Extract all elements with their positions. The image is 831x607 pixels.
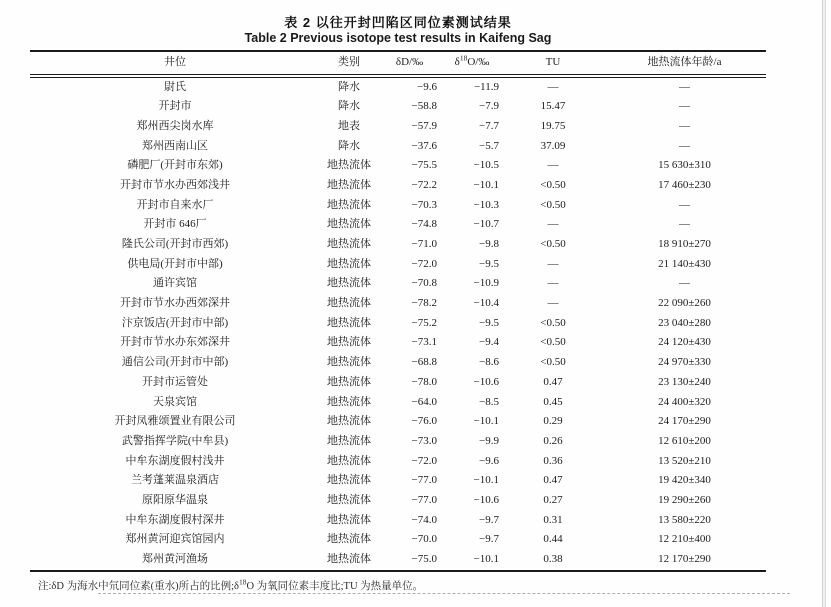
table-row <box>30 314 766 334</box>
cell-dD: −77.0 <box>411 493 437 506</box>
scrollbar-track[interactable] <box>822 0 826 607</box>
cell-age: 17 460±230 <box>658 178 711 191</box>
table-row <box>30 196 766 216</box>
cell-dD: −73.0 <box>411 434 437 447</box>
cell-category: 地热流体 <box>327 178 371 191</box>
cell-dD: −58.8 <box>411 100 437 113</box>
cell-well: 通信公司(开封市中部) <box>121 356 229 369</box>
cell-age: 21 140±430 <box>658 257 711 270</box>
cell-tu: 0.27 <box>543 493 563 506</box>
cell-age: 24 400±320 <box>658 395 711 408</box>
cell-well: 兰考蓬莱温泉酒店 <box>131 474 219 487</box>
cell-d18O: −10.6 <box>473 375 499 388</box>
cell-age: — <box>679 139 690 152</box>
cell-tu: — <box>547 218 559 231</box>
cell-well: 通许宾馆 <box>153 277 197 290</box>
table-bottom-rule <box>30 570 766 572</box>
cell-category: 降水 <box>338 80 360 93</box>
table-row <box>30 78 766 98</box>
table-row <box>30 353 766 373</box>
cell-dD: −72.0 <box>411 454 437 467</box>
cell-well: 郑州黄河迎宾馆园内 <box>125 533 225 546</box>
cell-category: 地热流体 <box>327 159 371 172</box>
cell-well: 开封市节水办西郊深井 <box>120 297 230 310</box>
table-row <box>30 530 766 550</box>
table-title-cn: 表 2 以往开封凹陷区同位素测试结果 <box>284 15 512 30</box>
cell-dD: −75.0 <box>411 553 437 565</box>
cell-tu: 0.31 <box>543 513 563 526</box>
table-row <box>30 471 766 491</box>
cell-dD: −64.0 <box>411 395 437 408</box>
table-row <box>30 333 766 353</box>
cell-d18O: −9.9 <box>479 434 499 447</box>
cell-age: 19 290±260 <box>658 493 711 506</box>
table-row <box>30 432 766 452</box>
cell-category: 地热流体 <box>327 297 371 310</box>
table-row <box>30 215 766 235</box>
cell-tu: — <box>547 80 559 93</box>
cell-tu: 0.47 <box>543 375 563 388</box>
cell-category: 地热流体 <box>327 316 371 329</box>
cell-age: 23 130±240 <box>658 375 711 388</box>
cell-d18O: −7.7 <box>479 119 499 132</box>
cell-category: 地热流体 <box>327 553 371 565</box>
clipped-text-fragment <box>98 593 790 594</box>
cell-category: 地热流体 <box>327 375 371 388</box>
isotope-results-table <box>30 50 766 572</box>
cell-dD: −57.9 <box>411 119 437 132</box>
cell-dD: −76.0 <box>411 415 437 428</box>
cell-tu: <0.50 <box>540 316 566 329</box>
header-category: 类别 <box>338 55 360 68</box>
cell-age: 22 090±260 <box>658 297 711 310</box>
header-delta18O: $\delta^{18}O/‰$ <box>454 53 490 68</box>
cell-dD: −70.8 <box>411 277 437 290</box>
cell-d18O: −10.5 <box>473 159 499 172</box>
cell-category: 降水 <box>338 100 360 113</box>
cell-d18O: −9.5 <box>479 257 499 270</box>
cell-d18O: −10.1 <box>473 178 499 191</box>
cell-d18O: −9.6 <box>479 454 499 467</box>
cell-tu: 0.38 <box>543 553 563 565</box>
cell-dD: −73.1 <box>411 336 437 349</box>
cell-tu: 15.47 <box>540 100 566 113</box>
cell-dD: −72.0 <box>411 257 437 270</box>
cell-well: 开封凤雅颂置业有限公司 <box>114 415 236 428</box>
cell-category: 地热流体 <box>327 277 371 290</box>
cell-age: 15 630±310 <box>658 159 711 172</box>
cell-tu: <0.50 <box>540 356 566 369</box>
cell-category: 地热流体 <box>327 238 371 250</box>
cell-category: 地热流体 <box>327 513 371 526</box>
cell-well: 郑州黄河渔场 <box>142 553 208 565</box>
cell-tu: 0.47 <box>543 474 563 487</box>
table-row <box>30 452 766 472</box>
table-row <box>30 511 766 531</box>
cell-well: 开封市自来水厂 <box>136 198 214 211</box>
cell-d18O: −10.1 <box>473 553 499 565</box>
cell-dD: −78.0 <box>411 375 437 388</box>
cell-well: 郑州西尖岗水库 <box>136 119 214 132</box>
table-row <box>30 412 766 432</box>
cell-age: 24 970±330 <box>658 356 711 369</box>
cell-well: 原阳原华温泉 <box>142 493 208 506</box>
cell-tu: 0.26 <box>543 434 563 447</box>
header-deltaD: δD/‰ <box>395 55 424 68</box>
cell-age: — <box>679 80 690 93</box>
cell-well: 汴京饭店(开封市中部) <box>121 316 229 329</box>
table-row <box>30 373 766 393</box>
cell-age: 18 910±270 <box>658 238 711 250</box>
cell-age: — <box>679 198 690 211</box>
cell-well: 尉氏 <box>164 80 186 93</box>
cell-dD: −37.6 <box>411 139 437 152</box>
cell-well: 磷肥厂(开封市东郊) <box>127 159 223 172</box>
cell-d18O: −8.6 <box>479 356 499 369</box>
cell-d18O: −10.7 <box>473 218 499 231</box>
table-row <box>30 274 766 294</box>
cell-tu: <0.50 <box>540 238 566 250</box>
cell-d18O: −9.7 <box>479 513 499 526</box>
cell-category: 地热流体 <box>327 257 371 270</box>
table-row <box>30 97 766 117</box>
cell-tu: — <box>547 159 559 172</box>
cell-age: 23 040±280 <box>658 316 711 329</box>
cell-age: 19 420±340 <box>658 474 711 487</box>
cell-dD: −71.0 <box>411 238 437 250</box>
table-row <box>30 550 766 570</box>
cell-dD: −78.2 <box>411 297 437 310</box>
cell-category: 地热流体 <box>327 198 371 211</box>
cell-dD: −72.2 <box>411 178 437 191</box>
header-tu: TU <box>545 55 561 68</box>
cell-age: 13 520±210 <box>658 454 711 467</box>
cell-dD: −75.2 <box>411 316 437 329</box>
table-row <box>30 235 766 255</box>
table-row <box>30 156 766 176</box>
cell-dD: −9.6 <box>417 80 437 93</box>
cell-well: 开封市节水办西郊浅井 <box>120 178 230 191</box>
cell-category: 地热流体 <box>327 533 371 546</box>
cell-category: 地热流体 <box>327 336 371 349</box>
cell-d18O: −9.4 <box>479 336 499 349</box>
header-well: 井位 <box>164 55 186 68</box>
cell-dD: −68.8 <box>411 356 437 369</box>
cell-d18O: −9.8 <box>479 238 499 250</box>
cell-age: 24 170±290 <box>658 415 711 428</box>
cell-dD: −75.5 <box>411 159 437 172</box>
table-row <box>30 393 766 413</box>
cell-d18O: −9.5 <box>479 316 499 329</box>
cell-tu: <0.50 <box>540 178 566 191</box>
cell-tu: <0.50 <box>540 198 566 211</box>
cell-tu: <0.50 <box>540 336 566 349</box>
cell-age: 12 210±400 <box>658 533 711 546</box>
cell-tu: 0.45 <box>543 395 563 408</box>
cell-dD: −74.0 <box>411 513 437 526</box>
cell-dD: −77.0 <box>411 474 437 487</box>
table-row <box>30 255 766 275</box>
cell-tu: 0.44 <box>543 533 563 546</box>
cell-well: 开封市 646厂 <box>143 218 207 231</box>
cell-age: — <box>679 277 690 290</box>
cell-category: 地热流体 <box>327 493 371 506</box>
cell-age: 24 120±430 <box>658 336 711 349</box>
cell-well: 郑州西南山区 <box>142 139 208 152</box>
cell-category: 地热流体 <box>327 395 371 408</box>
cell-d18O: −10.1 <box>473 415 499 428</box>
cell-d18O: −10.6 <box>473 493 499 506</box>
cell-well: 武警指挥学院(中牟县) <box>121 434 229 447</box>
cell-d18O: −10.4 <box>473 297 499 310</box>
cell-well: 开封市运管处 <box>142 375 208 388</box>
cell-well: 隆氏公司(开封市西郊) <box>121 238 229 250</box>
cell-category: 地热流体 <box>327 434 371 447</box>
table-header-row <box>30 52 766 74</box>
cell-age: 13 580±220 <box>658 513 711 526</box>
table-row <box>30 294 766 314</box>
table-row <box>30 176 766 196</box>
cell-category: 地热流体 <box>327 218 371 231</box>
cell-d18O: −5.7 <box>479 139 499 152</box>
table-row <box>30 491 766 511</box>
cell-well: 供电局(开封市中部) <box>127 257 223 270</box>
cell-d18O: −8.5 <box>479 395 499 408</box>
cell-d18O: −7.9 <box>479 100 499 113</box>
cell-well: 开封市 <box>158 100 192 113</box>
header-age: 地热流体年龄/a <box>647 55 722 68</box>
cell-d18O: −9.7 <box>479 533 499 546</box>
cell-age: — <box>679 218 690 231</box>
cell-well: 中牟东湖度假村浅井 <box>125 454 225 467</box>
table-footnote: 注:δD 为海水中氘同位素(重水)所占的比例$;\delta^{18}O$ 为氧同位素丰度比;TU 为热量单位。 <box>38 577 424 592</box>
cell-age: — <box>679 119 690 132</box>
cell-tu: 19.75 <box>540 119 566 132</box>
cell-age: 12 610±200 <box>658 434 711 447</box>
cell-category: 降水 <box>338 139 360 152</box>
table-row <box>30 137 766 157</box>
table-body <box>30 78 766 570</box>
cell-category: 地热流体 <box>327 356 371 369</box>
cell-tu: — <box>547 257 559 270</box>
cell-d18O: −10.9 <box>473 277 499 290</box>
cell-d18O: −10.1 <box>473 474 499 487</box>
cell-age: 12 170±290 <box>658 553 711 565</box>
cell-tu: — <box>547 297 559 310</box>
cell-well: 天泉宾馆 <box>153 395 197 408</box>
cell-tu: — <box>547 277 559 290</box>
cell-dD: −70.3 <box>411 198 437 211</box>
cell-category: 地热流体 <box>327 454 371 467</box>
cell-well: 中牟东湖度假村深井 <box>125 513 225 526</box>
cell-age: — <box>679 100 690 113</box>
cell-tu: 0.29 <box>543 415 563 428</box>
cell-d18O: −10.3 <box>473 198 499 211</box>
cell-tu: 37.09 <box>540 139 566 152</box>
table-row <box>30 117 766 137</box>
cell-category: 地表 <box>338 119 360 132</box>
cell-d18O: −11.9 <box>473 80 499 93</box>
cell-tu: 0.36 <box>543 454 563 467</box>
cell-dD: −74.8 <box>411 218 437 231</box>
table-title-en: Table 2 Previous isotope test results in Kaifeng Sag <box>244 31 552 45</box>
cell-category: 地热流体 <box>327 415 371 428</box>
cell-dD: −70.0 <box>411 533 437 546</box>
cell-well: 开封市节水办东郊深井 <box>120 336 230 349</box>
cell-category: 地热流体 <box>327 474 371 487</box>
